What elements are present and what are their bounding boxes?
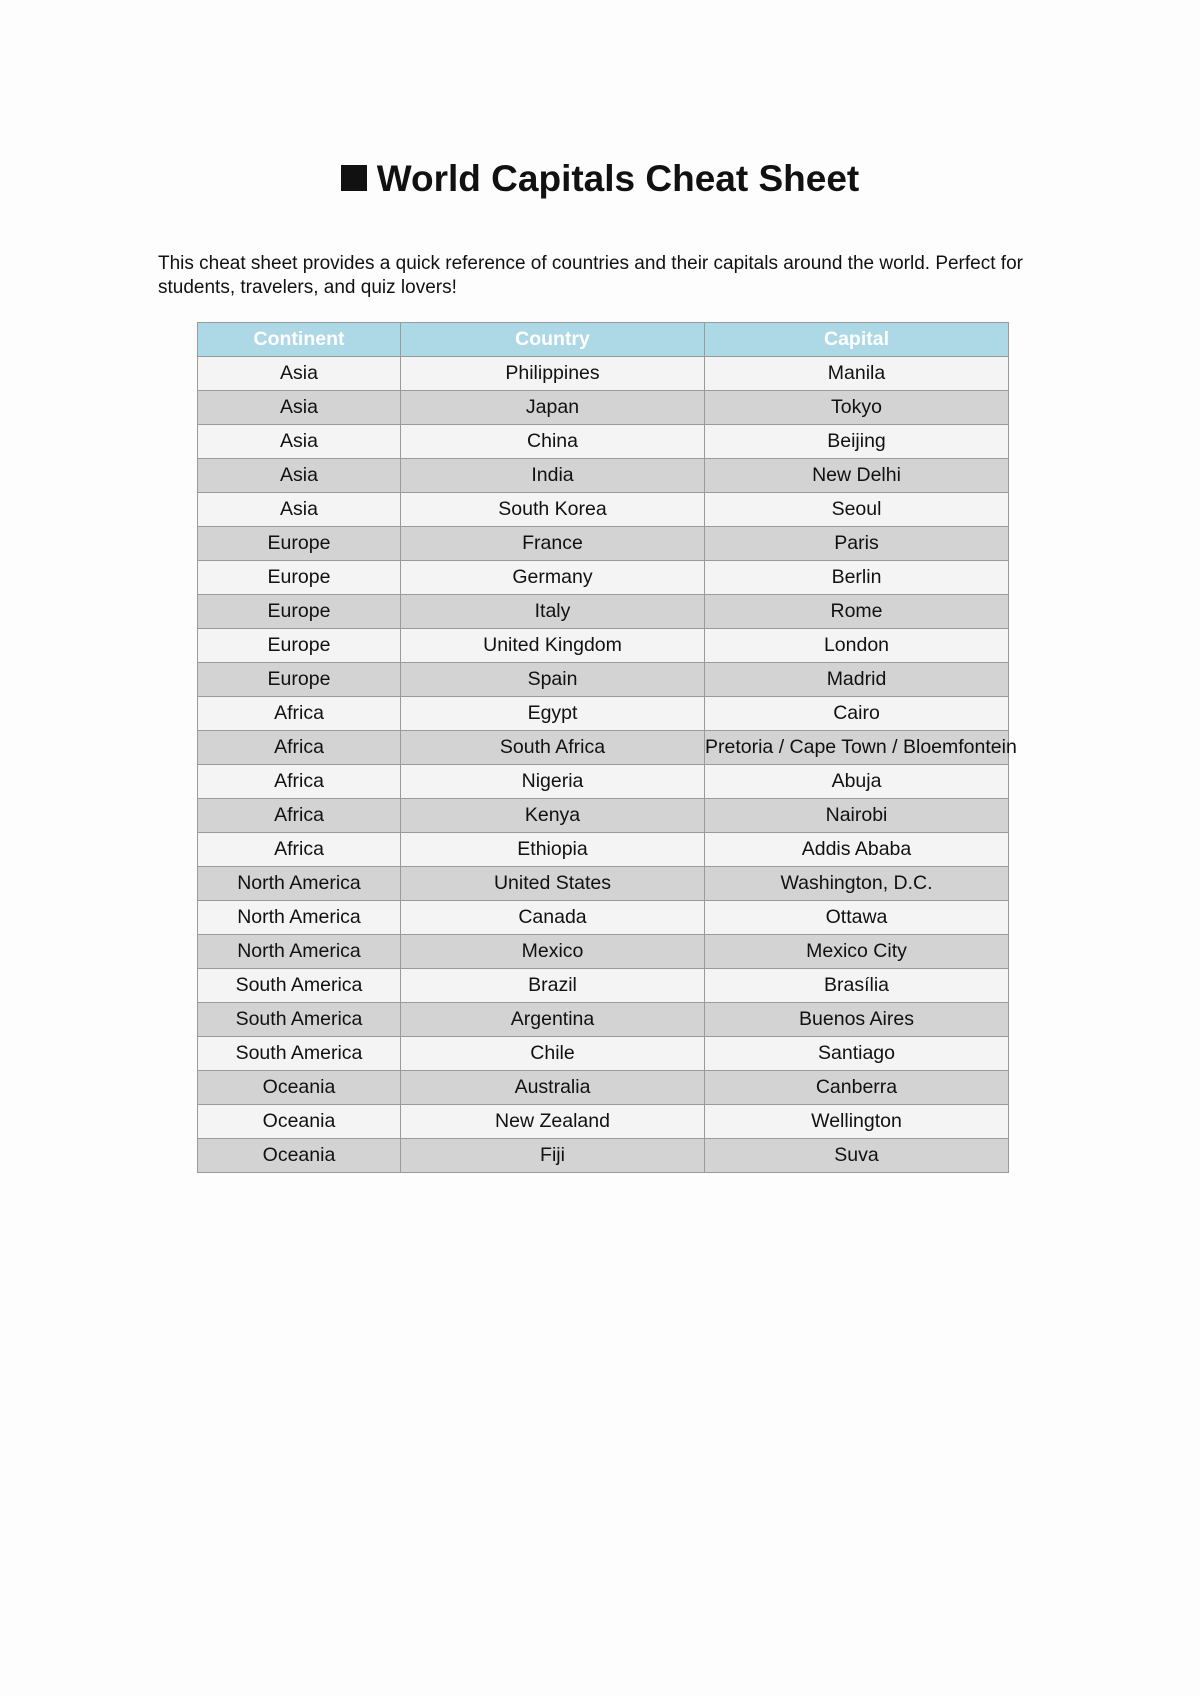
cell-country: New Zealand (401, 1105, 705, 1139)
table-row (198, 765, 1009, 799)
cell-continent: Africa (198, 697, 401, 731)
page-title-text: World Capitals Cheat Sheet (376, 158, 860, 199)
table-row (198, 901, 1009, 935)
cell-capital: Buenos Aires (705, 1003, 1009, 1037)
table-row (198, 595, 1009, 629)
cell-continent: Europe (198, 629, 401, 663)
cell-continent: Asia (198, 425, 401, 459)
cell-continent: South America (198, 969, 401, 1003)
cell-capital: Washington, D.C. (705, 867, 1009, 901)
cell-capital: Abuja (705, 765, 1009, 799)
cell-country: France (401, 527, 705, 561)
table-row (198, 561, 1009, 595)
cell-country: Australia (401, 1071, 705, 1105)
cell-continent: Asia (198, 459, 401, 493)
cell-country: Ethiopia (401, 833, 705, 867)
cell-continent: Asia (198, 357, 401, 391)
table-row (198, 391, 1009, 425)
cell-continent: Oceania (198, 1071, 401, 1105)
cell-country: United Kingdom (401, 629, 705, 663)
cell-capital: Beijing (705, 425, 1009, 459)
table-row (198, 1003, 1009, 1037)
cell-country: Spain (401, 663, 705, 697)
cell-capital: Pretoria / Cape Town / Bloemfontein (705, 731, 1009, 765)
cell-capital: Ottawa (705, 901, 1009, 935)
cell-continent: Europe (198, 663, 401, 697)
cell-continent: Africa (198, 799, 401, 833)
cell-country: United States (401, 867, 705, 901)
cell-country: India (401, 459, 705, 493)
table-row (198, 459, 1009, 493)
table-header-row (198, 323, 1009, 357)
cell-continent: Africa (198, 731, 401, 765)
cell-country: China (401, 425, 705, 459)
table-row (198, 935, 1009, 969)
table-row (198, 1105, 1009, 1139)
cell-country: Italy (401, 595, 705, 629)
cell-continent: Oceania (198, 1139, 401, 1173)
cell-continent: Europe (198, 595, 401, 629)
cell-country: Chile (401, 1037, 705, 1071)
table-row (198, 663, 1009, 697)
cell-capital: New Delhi (705, 459, 1009, 493)
table-row (198, 425, 1009, 459)
cell-country: Philippines (401, 357, 705, 391)
cell-capital: Madrid (705, 663, 1009, 697)
table-row (198, 697, 1009, 731)
cell-country: Brazil (401, 969, 705, 1003)
table-row (198, 1071, 1009, 1105)
cell-country: Japan (401, 391, 705, 425)
table-row (198, 1139, 1009, 1173)
cell-capital: Canberra (705, 1071, 1009, 1105)
table-row (198, 357, 1009, 391)
cell-continent: South America (198, 1003, 401, 1037)
table-row (198, 1037, 1009, 1071)
cell-continent: Asia (198, 391, 401, 425)
cell-capital: London (705, 629, 1009, 663)
table-row (198, 527, 1009, 561)
cell-country: Canada (401, 901, 705, 935)
cell-capital: Cairo (705, 697, 1009, 731)
table-body (198, 357, 1017, 1173)
cell-country: South Korea (401, 493, 705, 527)
cell-capital: Nairobi (705, 799, 1009, 833)
page-title (0, 155, 1200, 203)
cell-capital: Berlin (705, 561, 1009, 595)
cell-continent: Africa (198, 833, 401, 867)
cell-continent: South America (198, 1037, 401, 1071)
cell-capital: Mexico City (705, 935, 1009, 969)
table-row (198, 969, 1009, 1003)
cell-capital: Brasília (705, 969, 1009, 1003)
cell-country: Argentina (401, 1003, 705, 1037)
capitals-table (197, 322, 1017, 1173)
cell-capital: Santiago (705, 1037, 1009, 1071)
cell-continent: Asia (198, 493, 401, 527)
cell-capital: Manila (705, 357, 1009, 391)
table-row (198, 731, 1009, 765)
cell-continent: North America (198, 901, 401, 935)
table-row (198, 799, 1009, 833)
cell-capital: Paris (705, 527, 1009, 561)
cell-country: Mexico (401, 935, 705, 969)
cell-capital: Tokyo (705, 391, 1009, 425)
cell-capital: Suva (705, 1139, 1009, 1173)
table-row (198, 867, 1009, 901)
header-continent: Continent (198, 323, 401, 357)
table-row (198, 833, 1009, 867)
header-capital: Capital (705, 323, 1009, 357)
cell-continent: North America (198, 935, 401, 969)
cell-continent: Africa (198, 765, 401, 799)
cell-country: South Africa (401, 731, 705, 765)
cell-country: Germany (401, 561, 705, 595)
cell-capital: Addis Ababa (705, 833, 1009, 867)
cell-continent: Oceania (198, 1105, 401, 1139)
table-row (198, 493, 1009, 527)
cell-capital: Seoul (705, 493, 1009, 527)
black-square-icon (341, 165, 367, 191)
cell-capital: Wellington (705, 1105, 1009, 1139)
cell-capital: Rome (705, 595, 1009, 629)
cell-continent: North America (198, 867, 401, 901)
cell-country: Egypt (401, 697, 705, 731)
cell-continent: Europe (198, 527, 401, 561)
cell-country: Nigeria (401, 765, 705, 799)
table-row (198, 629, 1009, 663)
header-country: Country (401, 323, 705, 357)
cell-country: Kenya (401, 799, 705, 833)
intro-paragraph: This cheat sheet provides a quick reference of countries and their capitals around the world. Perfect for students, travelers, and quiz lovers! (158, 253, 1023, 298)
cell-country: Fiji (401, 1139, 705, 1173)
cell-continent: Europe (198, 561, 401, 595)
